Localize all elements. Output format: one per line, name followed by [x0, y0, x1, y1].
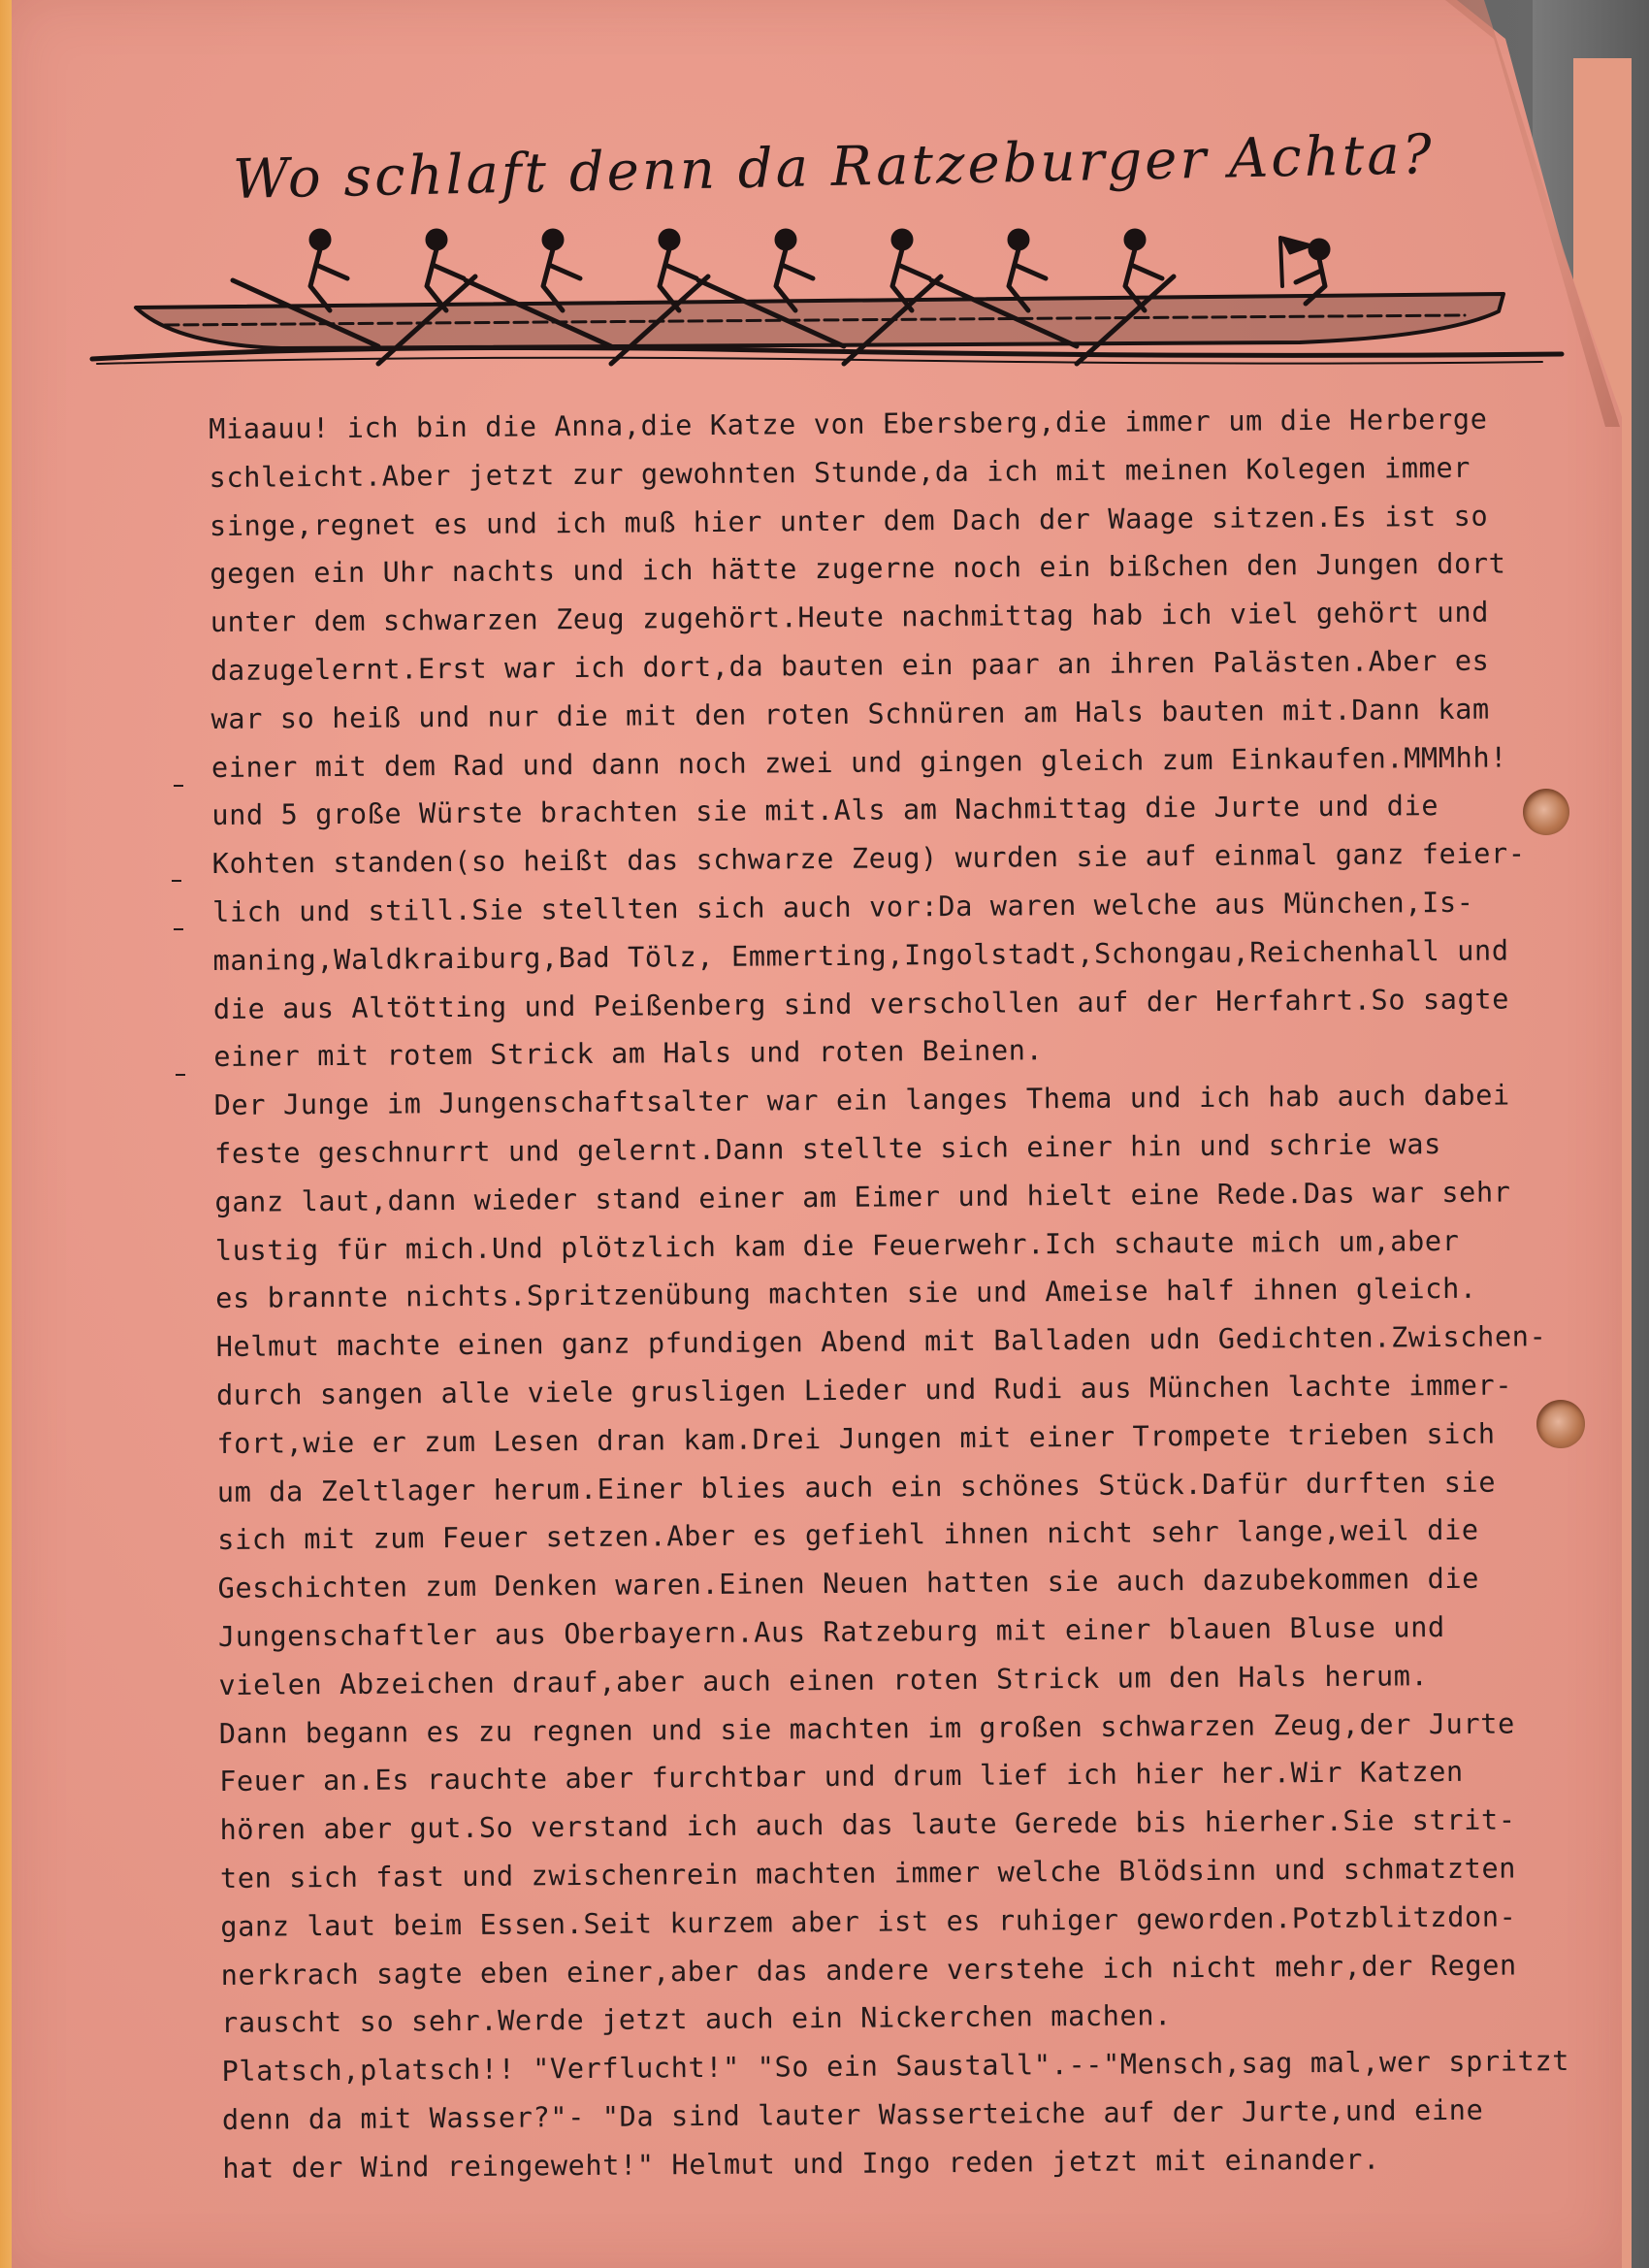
text-line: Jungenschaftler aus Oberbayern.Aus Ratzeburg mit einer blauen Bluse und [217, 1609, 1445, 1653]
text-line: feste geschnurrt und gelernt.Dann stellte sich einer hin und schrie was [213, 1126, 1442, 1170]
text-line: hat der Wind reingeweht!" Helmut und Ingo reden jetzt mit einander. [222, 2142, 1380, 2185]
text-line: Dann begann es zu regnen und sie machten im großen schwarzen Zeug,der Jurte [218, 1705, 1515, 1750]
text-line: Der Junge im Jungenschaftsalter war ein langes Thema und ich hab auch dabei [213, 1078, 1510, 1122]
text-line: Geschichten zum Denken waren.Einen Neuen hatten sie auch dazubekommen die [217, 1561, 1480, 1605]
text-line: Helmut machte einen ganz pfundigen Abend mit Balladen udn Gedichten.Zwischen- [215, 1319, 1547, 1364]
text-line: Platsch,platsch!! "Verflucht!" "So ein Saustall".--"Mensch,sag mal,wer spritzt [221, 2044, 1570, 2089]
rowing-eight-boat-drawing [87, 218, 1571, 403]
text-line: dazugelernt.Erst war ich dort,da bauten ein paar an ihren Palästen.Aber es [210, 643, 1490, 687]
document-title: Wo schlaft denn da Ratzeburger Achta? [232, 123, 1436, 211]
typewritten-body [209, 395, 1580, 2192]
text-line: Feuer an.Es rauchte aber furchtbar und drum lief ich hier her.Wir Katzen [219, 1755, 1464, 1798]
text-line: schleicht.Aber jetzt zur gewohnten Stunde,da ich mit meinen Kolegen immer [209, 450, 1471, 494]
text-line: hören aber gut.So verstand ich auch das laute Gerede bis hierher.Sie strit- [219, 1802, 1516, 1847]
text-line: gegen ein Uhr nachts und ich hätte zugerne noch ein bißchen den Jungen dort [210, 546, 1506, 591]
text-line: die aus Altötting und Peißenberg sind verschollen auf der Herfahrt.So sagte [212, 982, 1510, 1025]
text-line: ganz laut beim Essen.Seit kurzem aber ist es ruhiger geworden.Potzblitzdon- [220, 1899, 1517, 1943]
text-line: war so heiß und nur die mit den roten Schnüren am Hals bauten mit.Dann kam [210, 692, 1490, 735]
text-line: Kohten standen(so heißt das schwarze Zeug) wurden sie auf einmal ganz feier- [211, 836, 1526, 881]
text-line: denn da mit Wasser?"- "Da sind lauter Wasserteiche auf der Jurte,und eine [221, 2092, 1484, 2136]
text-line: rauscht so sehr.Werde jetzt auch ein Nickerchen machen. [220, 1998, 1173, 2040]
text-line: sich mit zum Feuer setzen.Aber es gefiehl ihnen nicht sehr lange,weil die [217, 1513, 1479, 1557]
text-line: lustig für mich.Und plötzlich kam die Feuerwehr.Ich schaute mich um,aber [214, 1223, 1460, 1267]
text-line: singe,regnet es und ich muß hier unter dem Dach der Waage sitzen.Es ist so [209, 499, 1489, 542]
text-line: fort,wie er zum Lesen dran kam.Drei Jungen mit einer Trompete trieben sich [216, 1416, 1496, 1460]
text-line: und 5 große Würste brachten sie mit.Als am Nachmittag die Jurte und die [211, 789, 1439, 832]
text-line: Miaauu! ich bin die Anna,die Katze von Ebersberg,die immer um die Herberge [209, 402, 1488, 445]
text-line: einer mit dem Rad und dann noch zwei und gingen gleich zum Einkaufen.MMMhh! [210, 740, 1508, 784]
text-line: unter dem schwarzen Zeug zugehört.Heute nachmittag hab ich viel gehört und [210, 595, 1490, 639]
text-line: um da Zeltlager herum.Einer blies auch ein schönes Stück.Dafür durften sie [216, 1465, 1497, 1508]
text-line: vielen Abzeichen drauf,aber auch einen roten Strick um den Hals herum. [218, 1658, 1429, 1701]
text-line: es brannte nichts.Spritzenübung machten sie und Ameise half ihnen gleich. [215, 1272, 1477, 1315]
text-line: durch sangen alle viele grusligen Lieder und Rudi aus München lachte immer- [215, 1368, 1513, 1411]
text-line: ten sich fast und zwischenrein machten immer welche Blödsinn und schmatzten [219, 1851, 1517, 1895]
text-line: maning,Waldkraiburg,Bad Tölz, Emmerting,Ingolstadt,Schongau,Reichenhall und [212, 933, 1509, 977]
text-line: ganz laut,dann wieder stand einer am Eimer und hielt eine Rede.Das war sehr [214, 1175, 1511, 1218]
text-line: lich und still.Sie stellten sich auch vor:Da waren welche aus München,Is- [211, 885, 1474, 928]
margin-marks [170, 776, 199, 1106]
text-line: einer mit rotem Strick am Hals und roten Beinen. [213, 1033, 1044, 1074]
text-line: nerkrach sagte eben einer,aber das andere verstehe ich nicht mehr,der Regen [220, 1947, 1517, 1992]
